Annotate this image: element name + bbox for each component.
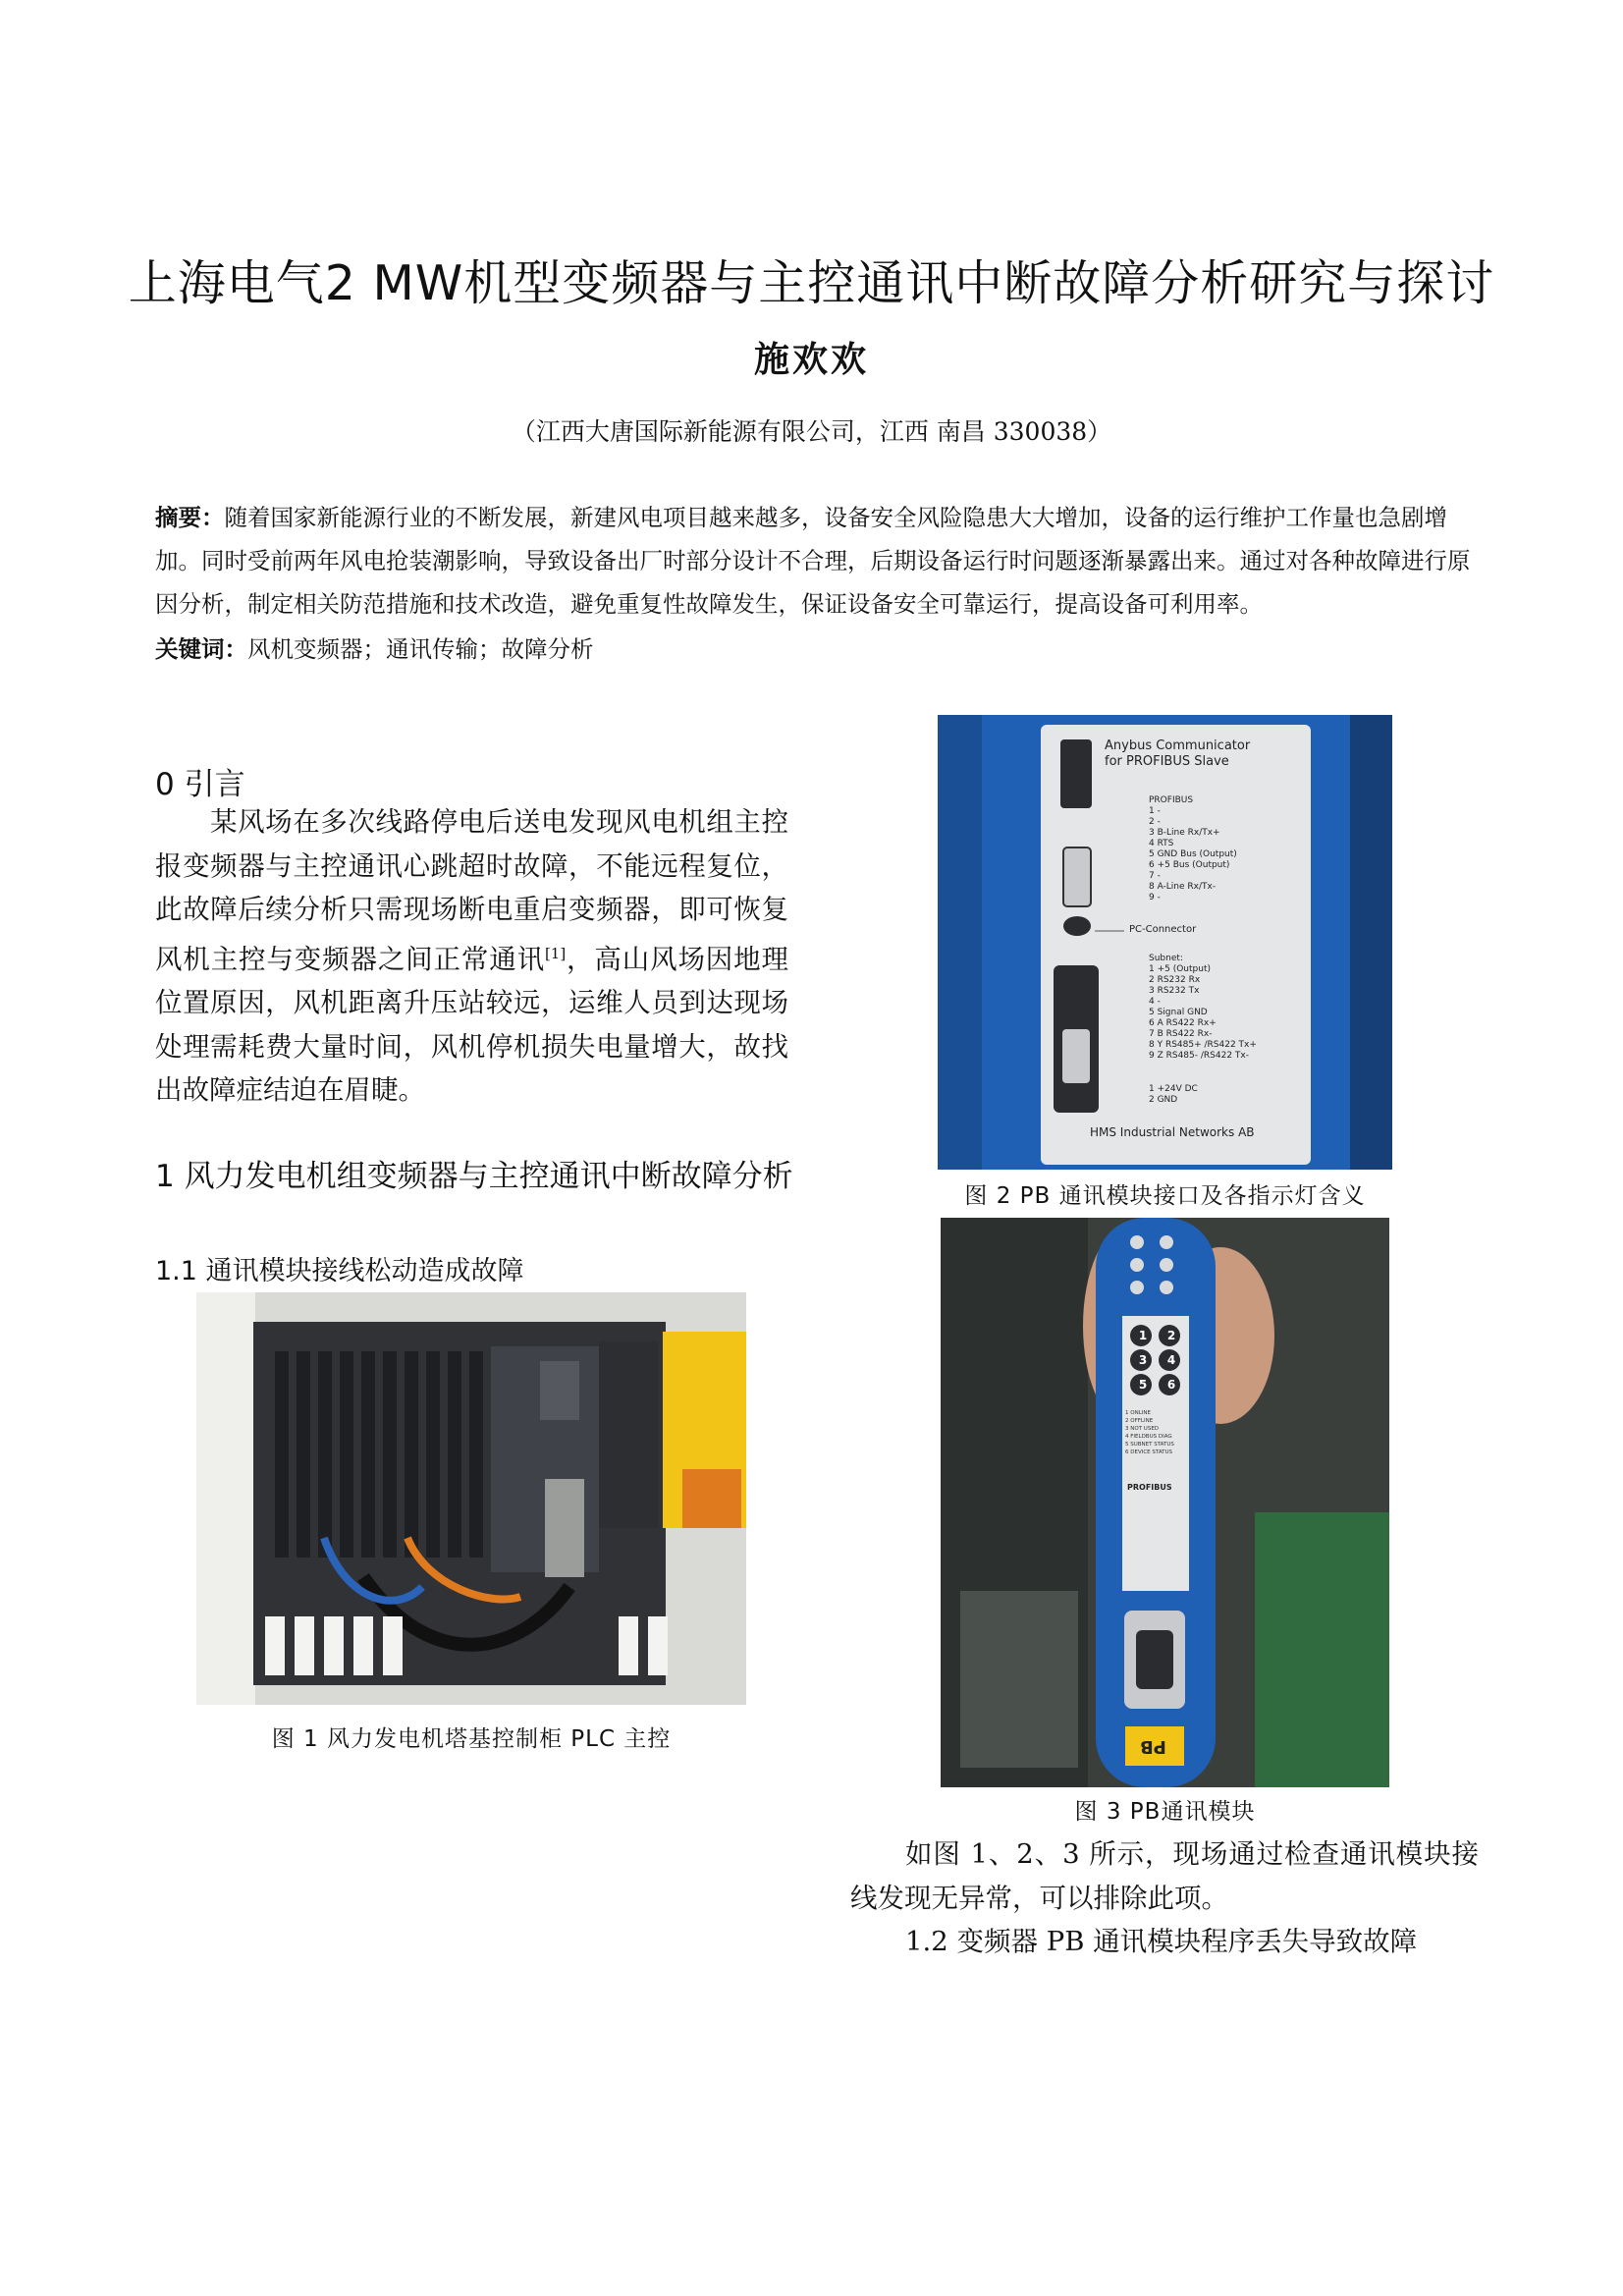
keywords-text: 风机变频器；通讯传输；故障分析: [247, 635, 594, 663]
label-title-2: for PROFIBUS Slave: [1105, 754, 1229, 769]
paper-title: 上海电气2 MW机型变频器与主控通讯中断故障分析研究与探讨: [128, 255, 1495, 311]
led-legend: 6 DEVICE STATUS: [1125, 1449, 1173, 1455]
label-title-1: Anybus Communicator: [1105, 738, 1251, 753]
led-legend: 5 SUBNET STATUS: [1125, 1442, 1174, 1448]
label-power-pin: 2 GND: [1149, 1095, 1178, 1105]
figure-2-photo: [938, 715, 1392, 1170]
abstract-label: 摘要：: [155, 504, 225, 531]
label-profibus-pin: 5 GND Bus (Output): [1149, 849, 1237, 859]
label-subnet-head: Subnet:: [1149, 954, 1183, 963]
label-profibus-pin: 7 -: [1149, 871, 1161, 881]
abstract: [155, 496, 1476, 626]
label-subnet-pin: 2 RS232 Rx: [1149, 975, 1201, 985]
led-number: 1: [1138, 1329, 1148, 1342]
figure-2-caption: 图 2 PB 通讯模块接口及各指示灯含义: [964, 1183, 1366, 1209]
led-number: 4: [1166, 1353, 1176, 1367]
pb-tag: PB: [1140, 1736, 1166, 1757]
figure-1-caption: 图 1 风力发电机塔基控制柜 PLC 主控: [271, 1726, 672, 1752]
label-profibus-pin: 6 +5 Bus (Output): [1149, 860, 1230, 870]
keywords: [155, 630, 594, 664]
label-subnet-pin: 4 -: [1149, 997, 1161, 1007]
label-power-pin: 1 +24V DC: [1149, 1084, 1198, 1094]
figure-1-photo: [196, 1292, 746, 1705]
label-maker: HMS Industrial Networks AB: [1090, 1125, 1255, 1139]
led-legend: 2 OFFLINE: [1125, 1418, 1154, 1424]
figure-3-photo: [941, 1218, 1389, 1787]
affiliation: （江西大唐国际新能源有限公司，江西 南昌 330038）: [511, 417, 1112, 446]
module-brand: PROFIBUS: [1127, 1483, 1172, 1492]
label-subnet-pin: 8 Y RS485+ /RS422 Tx+: [1149, 1040, 1257, 1050]
label-subnet-pin: 6 A RS422 Rx+: [1149, 1018, 1217, 1028]
label-profibus-pin: 9 -: [1149, 893, 1161, 902]
author-name: 施欢欢: [753, 339, 869, 380]
led-legend: 1 ONLINE: [1125, 1410, 1151, 1416]
figure-3-caption: 图 3 PB通讯模块: [1074, 1799, 1256, 1825]
led-number: 2: [1166, 1329, 1176, 1342]
label-profibus-head: PROFIBUS: [1149, 795, 1194, 805]
abstract-text: 随着国家新能源行业的不断发展，新建风电项目越来越多，设备安全风险隐患大大增加，设备的运行维护工作量也急剧增加。同时受前两年风电抢装潮影响，导致设备出厂时部分设计不合理，后期设备运行时问题逐渐暴露出来。通过对各种故障进行原因分析，制定相关防范措施和技术改造，避免重复性故障发生，保证设备安全可靠运行，提高设备可利用率。: [155, 504, 1471, 618]
led-legend: 4 FIELDBUS DIAG: [1125, 1434, 1172, 1440]
led-number: 3: [1138, 1353, 1148, 1367]
label-profibus-pin: 3 B-Line Rx/Tx+: [1149, 828, 1220, 838]
para-after-ref: ，高山风场因地理位置原因，风机距离升压站较远，运维人员到达现场处理需耗费大量时间，风机停机损失电量增大，故找出故障症结迫在眉睫。: [155, 943, 789, 1107]
subsection-1-2-heading: 1.2 变频器 PB 通讯模块程序丢失导致故障: [905, 1926, 1418, 1957]
label-profibus-pin: 2 -: [1149, 817, 1161, 827]
led-number: 6: [1166, 1378, 1176, 1392]
label-subnet-pin: 5 Signal GND: [1149, 1008, 1208, 1017]
label-profibus-pin: 4 RTS: [1149, 839, 1174, 848]
label-pc-connector: PC-Connector: [1129, 924, 1197, 935]
led-legend: 3 NOT USED: [1125, 1426, 1160, 1432]
led-number: 5: [1138, 1378, 1148, 1392]
section-0-heading: 0 引言: [155, 767, 245, 802]
label-subnet-pin: 3 RS232 Tx: [1149, 986, 1200, 996]
section-1-heading: 1 风力发电机组变频器与主控通讯中断故障分析: [155, 1159, 793, 1194]
right-paragraph: 如图 1、2、3 所示，现场通过检查通讯模块接线发现无异常，可以排除此项。: [850, 1838, 1479, 1914]
keywords-label: 关键词：: [155, 635, 247, 663]
label-profibus-pin: 8 A-Line Rx/Tx-: [1149, 882, 1217, 892]
label-profibus-pin: 1 -: [1149, 806, 1161, 816]
citation-ref: [1]: [544, 944, 567, 962]
label-subnet-pin: 7 B RS422 Rx-: [1149, 1029, 1213, 1039]
label-subnet-pin: 1 +5 (Output): [1149, 964, 1211, 974]
label-subnet-pin: 9 Z RS485- /RS422 Tx-: [1149, 1051, 1249, 1061]
subsection-1-1-heading: 1.1 通讯模块接线松动造成故障: [155, 1256, 524, 1286]
para-before-ref: 某风场在多次线路停电后送电发现风电机组主控报变频器与主控通讯心跳超时故障，不能远程复位，此故障后续分析只需现场断电重启变频器，即可恢复风机主控与变频器之间正常通讯: [155, 806, 788, 975]
section-0-paragraph: [155, 800, 788, 1113]
